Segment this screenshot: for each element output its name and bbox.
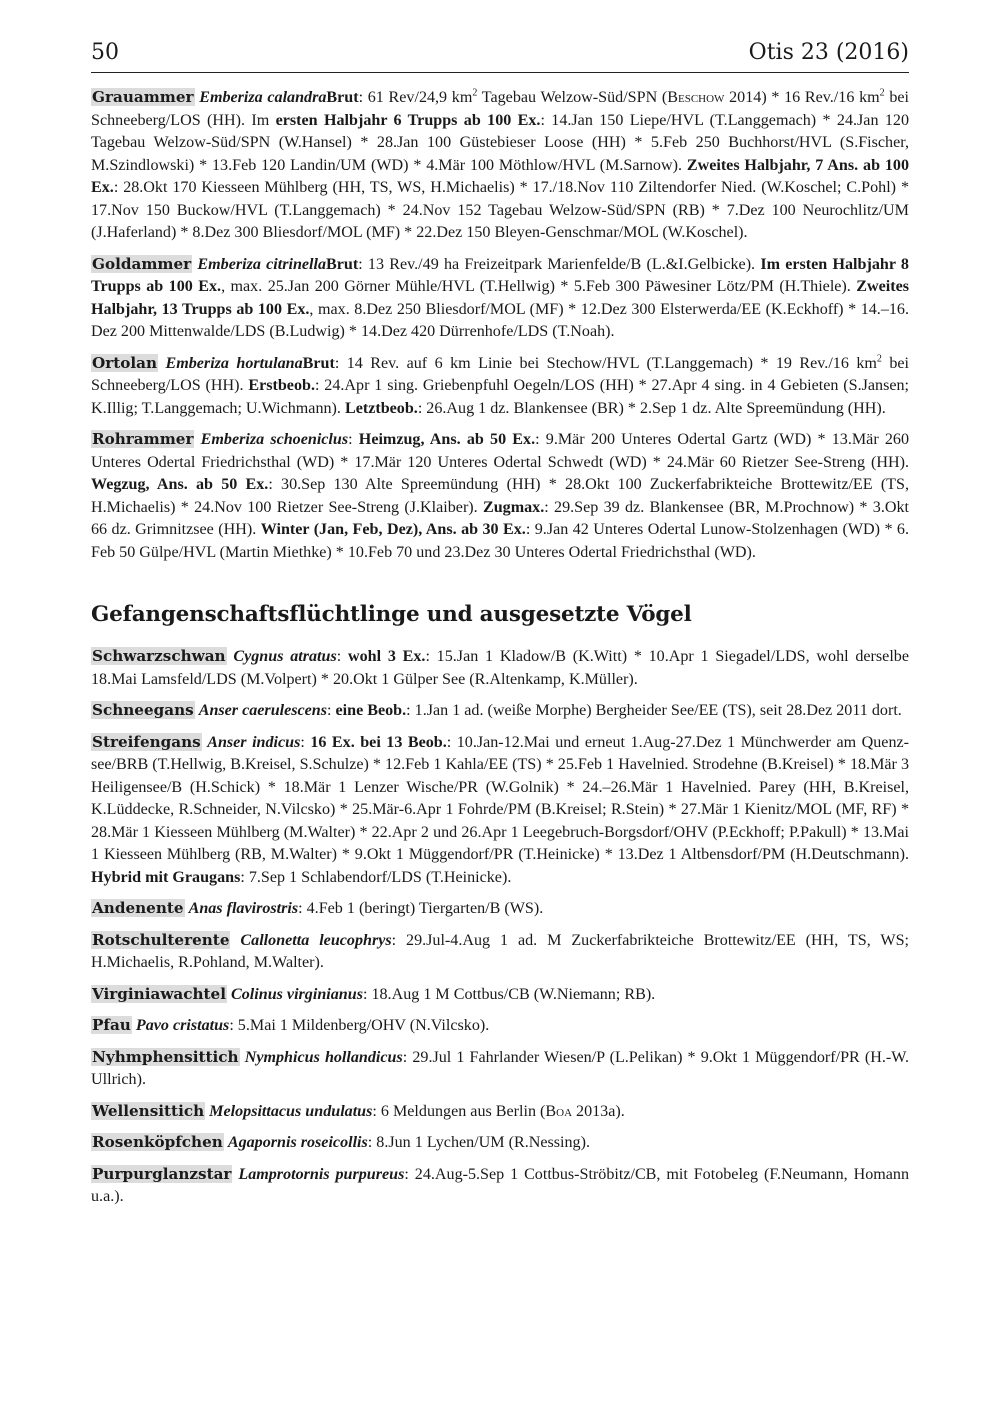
species-entry-rosenkoepfchen [91,1131,909,1155]
entry-text: : 14 Rev. auf 6 km Linie bei Stechow/HVL (T.Langgemach) * 19 Rev./16 km [334,354,877,372]
entry-text: : 4.Feb 1 (beringt) Tiergarten/B (WS). [298,900,544,917]
entry-text: : 9.Mär 200 Unteres Odertal Gartz (WD) * 13.Mär 260 Unteres Odertal Friedrichsthal (WD) * 17.Mär 120 Unteres Odertal Schwedt (WD) * 24.Mär 60 Rietzer See-Streng (HH). [91,431,910,471]
species-name: Schneegans [92,701,194,719]
scientific-name: Anas flavirostris [188,900,299,917]
entry-bold: Winter (Jan, Feb, Dez), Ans. ab 30 Ex. [260,521,526,538]
entry-bold: Wegzug, Ans. ab 50 Ex. [91,476,269,493]
scientific-name: Melopsittacus undulatus [209,1102,373,1120]
species-name: Virginiawachtel [92,984,226,1003]
species-name: Rosenköpfchen [92,1133,223,1151]
entry-text: : 29.Jul 1 Fahrlander Wiesen/P (L.Pelikan) * 9.Okt 1 Müggendorf/PR (H.-W. Ullrich). [91,1048,909,1088]
scientific-name: Emberiza citrinella [197,255,327,273]
entry-text: : 28.Okt 170 Kiesseen Mühlberg (HH, TS, WS, H.Michaelis) * 17./18.Nov 110 Ziltendorfer Nied. (W.Koschel; C.Pohl) * 17.Nov 150 Buckow/HVL (T.Langgemach) * 24.Nov 152 Tagebau Welzow-Süd/SPN (RB) * 7.Dez 100 Neurochlitz/UM (J.Haferland) * 8.Dez 300 Bliesdorf/MOL (MF) * 22.Dez 150 Bleyen-Genschmar/MOL (W.Koschel). [91,179,909,241]
species-entry-schneegans [91,699,909,723]
entry-bold: Zweites Halbjahr, 13 Trupps ab 100 Ex. [91,278,909,318]
species-entry-grauammer [91,86,909,245]
scientific-name: Nymphicus hollandicus [244,1048,403,1066]
species-entry-ortolan [91,352,909,421]
entry-text: 2014) * 16 Rev./16 km [724,89,880,106]
entry-text: : 26.Aug 1 dz. Blankensee (BR) * 2.Sep 1 dz. Alte Spreemündung (HH). [417,399,886,417]
entry-bold: Brut [326,89,359,106]
entry-bold: Brut [302,354,335,372]
species-name: Rotschulterente [92,930,230,949]
species-name: Goldammer [92,254,192,273]
species-name: Wellensittich [92,1101,205,1120]
species-name: Andenente [92,899,184,917]
species-name: Rohrammer [92,430,194,448]
entry-text: : 14.Jan 150 Liepe/HVL (T.Langgemach) * 24.Jan 120 Tagebau Welzow-Süd/SPN (W.Hansel) * 28.Jan 100 Güstebieser Loose (HH) * 5.Feb 250 Buchhorst/HVL (S.Fischer, M.Szindlowski) * 13.Feb 120 Landin/UM (WD) * 4.Mär 100 Möthlow/HVL (M.Sarnow). [91,111,909,174]
species-entry-andenente [91,897,909,921]
scientific-name: Anser indicus [207,733,301,751]
entry-text: bei Schneeberg/LOS (HH). [91,354,909,394]
entry-text: : 10.Jan-12.Mai und erneut 1.Aug-27.Dez 1 Münchwerder am Quenz-see/BRB (T.Hellwig, B.Kreisel, S.Schulze) * 12.Feb 1 Kahla/EE (TS) * 25.Feb 1 Havelnied. Strodehne (B.Kreisel) * 18.Mär 3 Heiligensee/B (H.Schick) * 18.Mär 1 Lenzer Wische/PR (W.Golnik) * 24.–26.Mär 1 Havelnied. Parey (HH, B.Kreisel, K.Lüddecke, R.Schneider, N.Vilcsko) * 25.Mär-6.Apr 1 Fohrde/PM (B.Kreisel; R.Stein) * 27.Mär 1 Kienitz/MOL (MF, RF) * 28.Mär 1 Kiesseen Mühlberg (M.Walter) * 22.Apr 2 und 26.Apr 1 Leegebruch-Borgsdorf/OHV (P.Eckhoff; P.Pakull) * 13.Mai 1 Kiesseen Mühlberg (RB, M.Walter) * 9.Okt 1 Müggendorf/PR (T.Heinicke) * 13.Dez 1 Altbensdorf/PM (H.Deutschmann). [91,733,909,863]
entry-text: , max. 25.Jan 200 Görner Mühle/HVL (T.Hellwig) * 5.Feb 300 Päwesiner Lötz/PM (H.Thiele). [221,278,857,295]
entry-bold: Zweites Halbjahr, 7 Ans. ab 100 Ex. [91,156,910,196]
entry-text: : 13 Rev./49 ha Freizeitpark Marienfelde/B (L.&I.Gelbicke). [358,255,761,273]
section-heading: Gefangenschaftsflüchtlinge und ausgesetzte Vögel [91,602,692,627]
scientific-name: Agapornis roseicollis [227,1134,368,1151]
author-citation: Boa [545,1102,573,1120]
species-name: Purpurglanzstar [92,1164,232,1183]
scientific-name: Emberiza schoeniclus [200,431,349,448]
entry-bold: Hybrid mit Graugans [91,868,241,886]
scientific-name: Cygnus atratus [233,648,337,665]
superscript: 2 [472,87,478,99]
species-entry-schwarzschwan [91,645,909,691]
page-header [91,38,909,73]
entry-text: bei Schneeberg/LOS (HH). Im [91,89,909,129]
entry-text: : 6 Meldungen aus Berlin ( [372,1102,546,1120]
entry-bold: eine Beob. [335,702,407,719]
species-name: Pfau [92,1016,131,1034]
species-entry-goldammer [91,253,909,344]
scientific-name: Lamprotornis purpureus [238,1165,405,1183]
journal-citation: Otis 23 (2016) [748,40,909,65]
entry-text: : 18.Aug 1 M Cottbus/CB (W.Niemann; RB). [362,985,656,1003]
species-entry-streifengans [91,731,909,890]
entry-text: : 24.Apr 1 sing. Griebenpfuhl Oegeln/LOS (HH) * 27.Apr 4 sing. in 4 Gebieten (S.Jansen; K.Illig; T.Langgemach; U.Wichmann). [91,377,909,417]
entry-text: : 1.Jan 1 ad. (weiße Morphe) Bergheider See/EE (TS), seit 28.Dez 2011 dort. [406,702,902,719]
entry-bold: Erstbeob. [248,377,315,394]
page-body [91,86,909,1217]
colon-separator: : [300,733,311,751]
scientific-name: Anser caerulescens [198,702,328,719]
species-name: Streifengans [92,732,201,751]
species-name: Schwarzschwan [92,647,226,665]
entry-text: 2013a). [572,1102,625,1120]
species-entry-rohrammer [91,428,909,564]
entry-bold: ersten Halbjahr 6 Trupps ab 100 Ex. [275,111,541,129]
scientific-name: Callonetta leucophrys [240,931,392,949]
entry-text: : 9.Jan 42 Unteres Odertal Lunow-Stolzenhagen (WD) * 6. Feb 50 Gülpe/HVL (Martin Miethke) * 10.Feb 70 und 23.Dez 30 Unteres Odertal Friedrichsthal (WD). [91,521,910,561]
species-entry-rotschulterente [91,929,909,975]
entry-text: : 7.Sep 1 Schlabendorf/LDS (T.Heinicke). [240,868,512,886]
scientific-name: Colinus virginianus [231,985,363,1003]
page-number: 50 [91,40,119,65]
entry-text: : 8.Jun 1 Lychen/UM (R.Nessing). [367,1134,590,1151]
entry-bold: 16 Ex. bei 13 Beob. [310,733,447,751]
entry-bold: wohl 3 Ex. [347,648,426,665]
entry-text: : 5.Mai 1 Mildenberg/OHV (N.Vilcsko). [229,1017,490,1034]
species-entry-virginiawachtel [91,983,909,1007]
author-citation: Beschow [667,89,725,106]
species-name: Ortolan [92,353,158,372]
species-entry-purpurglanzstar [91,1163,909,1209]
colon-separator: : [348,431,359,448]
species-name: Grauammer [92,88,194,106]
entry-bold: Zugmax. [483,498,545,516]
entry-bold: Heimzug, Ans. ab 50 Ex. [358,431,536,448]
colon-separator: : [327,702,336,719]
scientific-name: Emberiza hortulana [165,354,303,372]
entry-text: : 30.Sep 130 Alte Spreemündung (HH) * 28.Okt 100 Zuckerfabrikteiche Brottewitz/EE (TS, H.Michaelis) * 24.Nov 100 Rietzer See-Streng (J.Klaiber). [91,476,909,516]
species-name: Nyhmphensittich [92,1047,239,1066]
entry-text: , max. 8.Dez 250 Bliesdorf/MOL (MF) * 12.Dez 300 Elsterwerda/EE (K.Eckhoff) * 14.–16. Dez 200 Mittenwalde/LDS (B.Ludwig) * 14.Dez 420 Dürrenhofe/LDS (T.Noah). [91,300,909,340]
colon-separator: : [336,648,348,665]
entry-text: : 29.Jul-4.Aug 1 ad. M Zuckerfabrikteiche Brottewitz/EE (HH, TS, WS; H.Michaelis, R.Pohland, M.Walter). [91,931,909,971]
entry-text: : 29.Sep 39 dz. Blankensee (BR, M.Prochnow) * 3.Okt 66 dz. Grimnitzsee (HH). [91,498,909,538]
scientific-name: Pavo cristatus [135,1017,230,1034]
species-entry-pfau [91,1014,909,1038]
species-entry-wellensittich [91,1100,909,1124]
entry-bold: Im ersten Halbjahr 8 Trupps ab 100 Ex. [91,255,909,295]
superscript: 2 [879,87,885,99]
entry-text: : 15.Jan 1 Kladow/B (K.Witt) * 10.Apr 1 Siegadel/LDS, wohl derselbe 18.Mai Lamsfeld/LDS (M.Volpert) * 20.Okt 1 Gülper See (R.Altenkamp, K.Müller). [91,648,909,688]
entry-text: Tagebau Welzow-Süd/SPN ( [477,89,668,106]
entry-text: : 24.Aug-5.Sep 1 Cottbus-Ströbitz/CB, mit Fotobeleg (F.Neumann, Homann u.a.). [91,1165,909,1205]
entry-text: : 61 Rev/24,9 km [358,89,473,106]
entry-bold: Brut [326,255,359,273]
entry-bold: Letztbeob. [344,399,418,417]
species-entry-nymphensittich [91,1046,909,1092]
superscript: 2 [876,353,882,365]
scientific-name: Emberiza calandra [199,89,327,106]
